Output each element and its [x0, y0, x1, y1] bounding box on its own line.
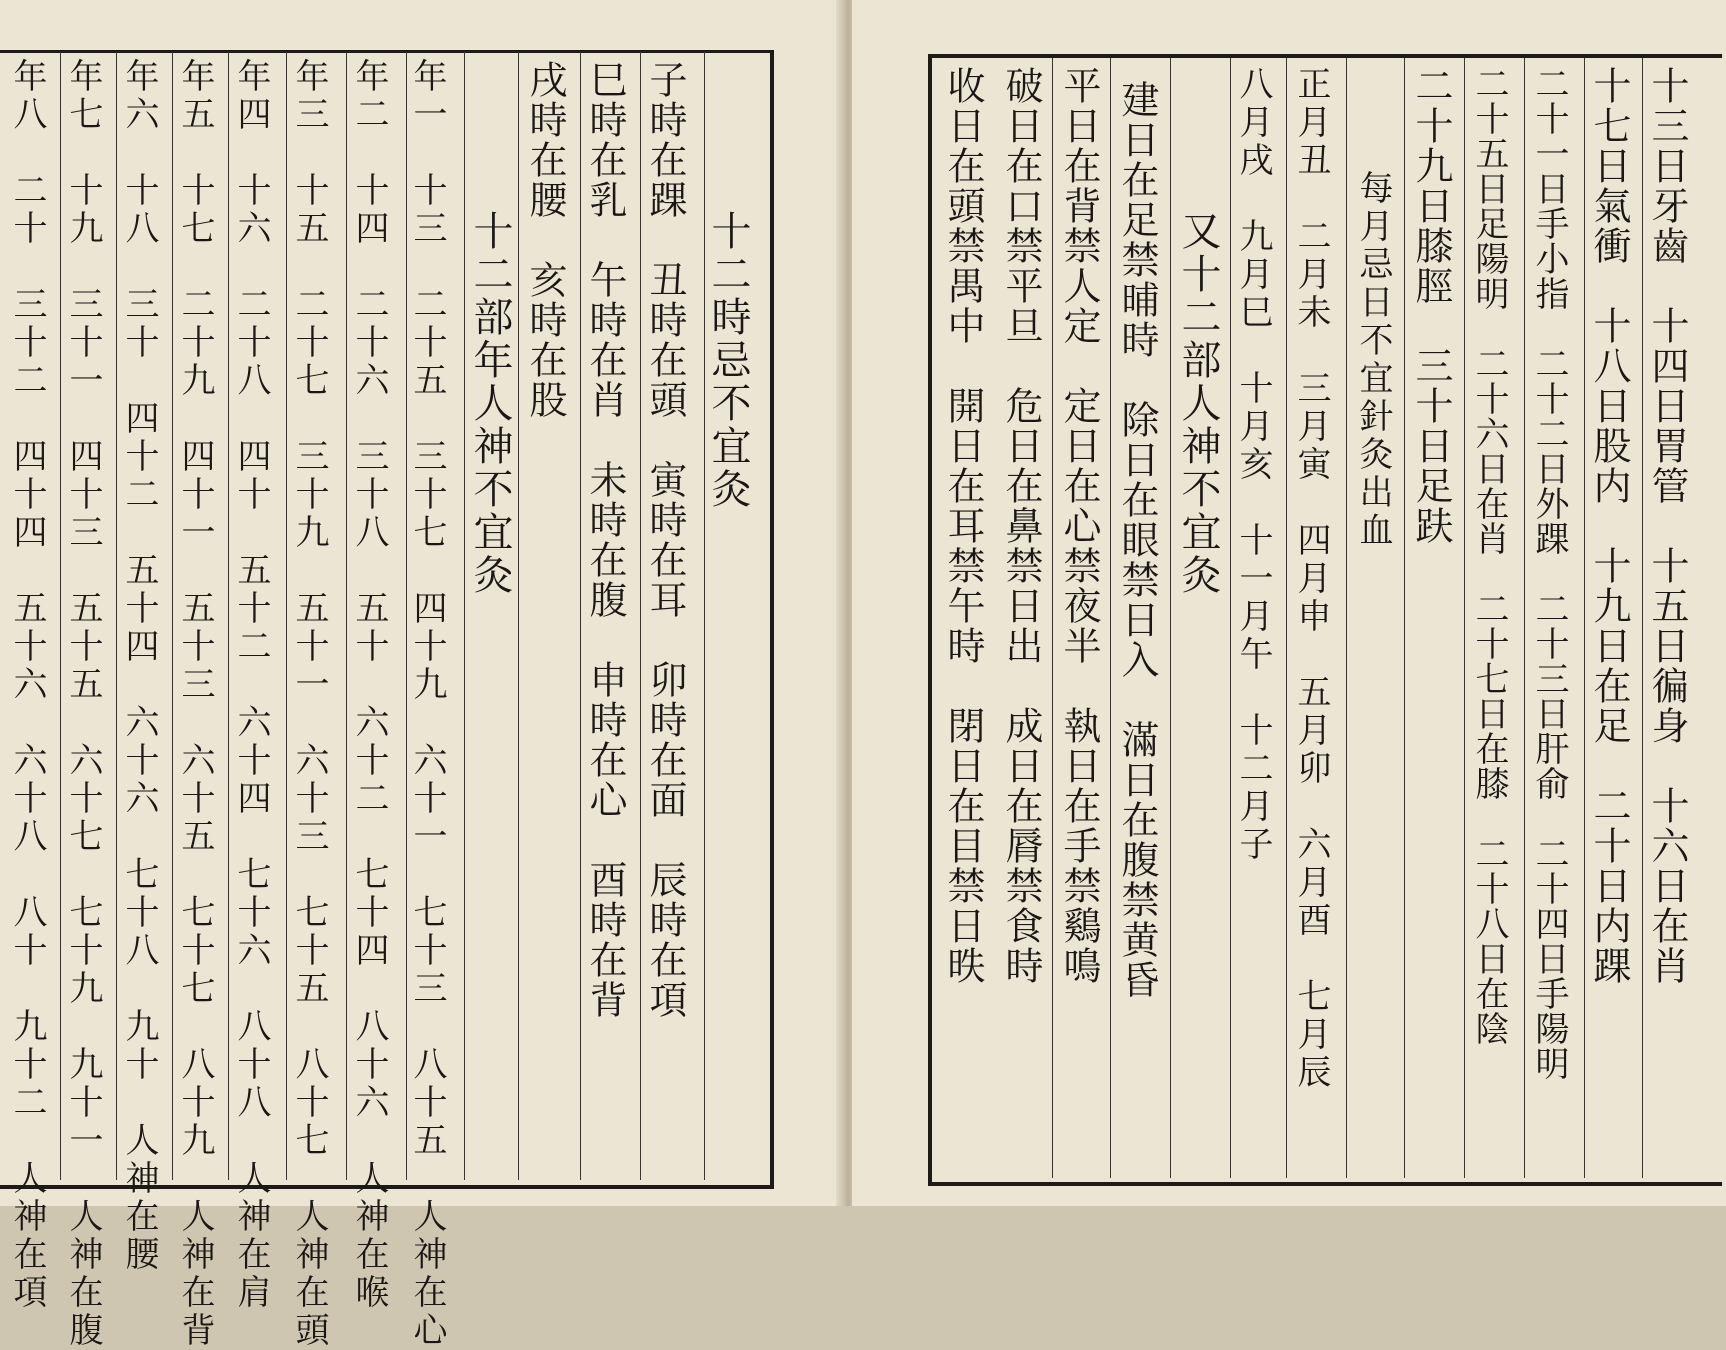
twelve-hours-heading: 十二時忌不宜灸 — [705, 210, 751, 511]
age-column-7: 年七 十九 三十一 四十三 五十五 六十七 七十九 九十一 人神在腹 — [63, 58, 103, 1350]
month-column-2: 八月戌 九月巳 十月亥 十一月午 十二月子 — [1233, 66, 1273, 864]
monthly-taboo-heading: 每月忌日不宜針灸出血 — [1353, 170, 1393, 550]
day-column-4: 二十五日足陽明 二十六日在肖 二十七日在膝 二十八日在陰 — [1469, 66, 1509, 1046]
part-column-2: 平日在背禁人定 定日在心禁夜半 執日在手禁鷄鳴 — [1057, 66, 1101, 986]
age-column-4: 年四 十六 二十八 四十 五十二 六十四 七十六 八十八 人神在肩 — [231, 58, 271, 1312]
age-column-1: 年一 十三 二十五 三十七 四十九 六十一 七十三 八十五 人神在心 — [407, 58, 447, 1350]
right-page — [852, 0, 1726, 1206]
part-column-4: 收日在頭禁禺中 開日在耳禁午時 閉日在目禁日昳 — [941, 66, 985, 986]
hours-row-2: 巳時在乳 午時在肖 未時在腹 申時在心 酉時在背 — [583, 60, 627, 1020]
hours-row-3: 戌時在腰 亥時在股 — [523, 60, 567, 420]
hours-row-1: 子時在踝 丑時在頭 寅時在耳 卯時在面 辰時在項 — [643, 60, 687, 1020]
day-column-1: 十三日牙齒 十四日胃管 十五日徧身 十六日在肖 — [1645, 66, 1689, 986]
age-column-3: 年三 十五 二十七 三十九 五十一 六十三 七十五 八十七 人神在頭 — [289, 58, 329, 1350]
day-column-3: 二十一日手小指 二十二日外踝 二十三日肝俞 二十四日手陽明 — [1529, 66, 1569, 1081]
day-column-2: 十七日氣衝 十八日股内 十九日在足 二十日内踝 — [1587, 66, 1631, 986]
month-column-1: 正月丑 二月未 三月寅 四月申 五月卯 六月酉 七月辰 — [1291, 66, 1331, 1092]
part-column-3: 破日在口禁平旦 危日在鼻禁日出 成日在脣禁食時 — [999, 66, 1043, 986]
age-column-5: 年五 十七 二十九 四十一 五十三 六十五 七十七 八十九 人神在背 — [175, 58, 215, 1350]
left-page — [0, 0, 842, 1350]
age-column-8: 年八 二十 三十二 四十四 五十六 六十八 八十 九十二 人神在項 — [7, 58, 47, 1312]
age-column-6: 年六 十八 三十 四十二 五十四 六十六 七十八 九十 人神在腰 — [119, 58, 159, 1274]
part-column-1: 建日在足禁晡時 除日在眼禁日入 滿日在腹禁黄昏 — [1115, 80, 1159, 1000]
day-column-5: 二十九日膝脛 三十日足趺 — [1409, 66, 1453, 546]
age-column-2: 年二 十四 二十六 三十八 五十 六十二 七十四 八十六 人神在喉 — [349, 58, 389, 1312]
age-table-heading: 十二部年人神不宜灸 — [467, 210, 513, 597]
twelve-parts-heading: 又十二部人神不宜灸 — [1175, 210, 1221, 597]
